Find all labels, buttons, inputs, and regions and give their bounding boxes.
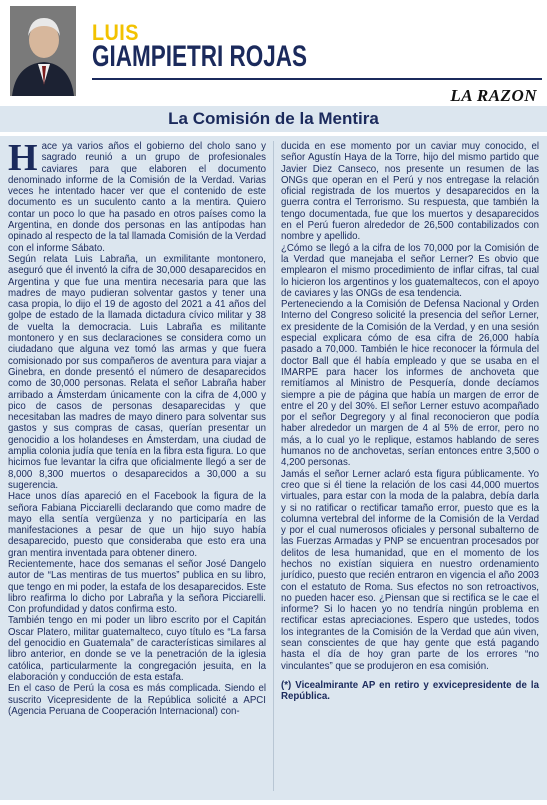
article-paragraph: También tengo en mi poder un libro escrito por el Capitán Oscar Platero, militar guatemalteco, cuyo título es “La farsa del genocidio en Guatemala” de características similares al libro anterior, en donde se ve la penetración de la iglesia católica, particularmente la congregación jesuita, en la elaboración y conducción de esta estafa. bbox=[8, 615, 266, 683]
article-paragraph bbox=[8, 137, 266, 254]
column-header bbox=[0, 0, 547, 104]
author-photo bbox=[10, 6, 76, 96]
author-last-name: GIAMPIETRI ROJAS bbox=[92, 40, 308, 73]
article-paragraph: Jamás el señor Lerner aclaró esta figura públicamente. Yo creo que si él tiene la relación de los casi 44,000 muertos virtuales, para estar con la moda de la palabra, debía darla y si no ratificar o rectificar tamaño error, puesto que es la columna vertebral del informe de la Comisión de la Verdad y por el cual numerosos oficiales y personal subalterno de las Fuerzas Armadas y PNP se encuentran procesados por delitos de lesa humanidad, que en el momento de los hechos no existían siquiera en nuestro ordenamiento jurídico, puesto que recién entraron en vigencia el año 2003 con el estatuto de Roma. Sus efectos no son retroactivos, no pueden hacer eso. ¿Piensan que si rectifica se le cae el informe? Si lo hacen yo no tendría ningún problema en rectificar estas apreciaciones. Espero que ustedes, todos los integrantes de la Comisión de la Verdad que aún viven, sean conscientes de que hay gente que está pagando hasta el día de hoy gran parte de los errores “no vinculantes” que se produjeron en esa comisión. bbox=[281, 468, 539, 672]
column-divider bbox=[273, 141, 274, 791]
author-footnote: (*) Vicealmirante AP en retiro y exvicepresidente de la República. bbox=[281, 679, 539, 703]
author-first-name: LUIS bbox=[92, 20, 139, 45]
dropcap-letter: H bbox=[8, 137, 38, 179]
article-paragraph: Según relata Luis Labraña, un exmilitante montonero, aseguró que él inventó la cifra de 30,000 desaparecidos en Argentina y que fue una mentira necesaria para que las madres de mayo pudieran solventar gastos y tener una casa propia, lo dijo el 19 de agosto del 2021 a 41 años del golpe de estado de la llamada dictadura cívico militar y 38 de vuelta la democracia. Luis Labraña es militante montonero y en sus declaraciones se considera como un ciudadano que alguna vez tomó las armas y que fuera comisionado por sus compañeros de aventura para viajar a Ginebra, en donde presentó el número de desaparecidos como de 30,000 personas. Relata el señor Labraña haber arribado a Ámsterdam únicamente con la cifra de 4,000 y pico de casos de personas desaparecidas y que necesitaban las madres de mayo dinero para solventar sus gastos y sus compras de casas, querían presentar un genocidio a los holandeses en Ámsterdam, una ciudad de amplia colonia judía que tenía en la fibra esta figura. Lo que hicimos fue levantar la cifra que oficialmente llegó a ser de 8,000 8,300 muertos o desaparecidos a 30,000 a su sugerencia. bbox=[8, 253, 266, 491]
article-paragraph: ducida en ese momento por un caviar muy conocido, el señor Agustín Haya de la Torre, hijo del mismo partido que Javier Diez Canseco, nos presente un resumen de las ONGs que operan en el Perú y nos entregase la relación oficial registrada de los muertos y desaparecidos en la guerra contra el Terrorismo. Su respuesta, que también la tengo documentada, fue que los muertos y desaparecidos en el Perú fueron alrededor de 26,500 contabilizados con nombre y apellido. bbox=[281, 141, 539, 243]
header-divider bbox=[92, 78, 542, 80]
article-paragraph: ¿Cómo se llegó a la cifra de los 70,000 por la Comisión de la Verdad que manejaba el señor Lerner? Es obvio que emplearon el mismo procedimiento de inflar cifras, tal cual lo hicieron los argentinos y los guatemaltecos, con el apoyo de caviares y las ONGs de esa tendencia. bbox=[281, 242, 539, 299]
paragraph-text: ace ya varios años el gobierno del cholo sano y sagrado reunió a un grupo de profesionales caviares para que elaboren el documento denominado informe de la Comisión de la Verdad. Varias veces he intentado hacer ver que el contenido de este documento es un suculento canto a la mentira. Quiero contar un poco lo que ha pasado en otros países como la Argentina, en donde dos personas en las antípodas han opinado al respecto de la tal llamada Comisión de la Verdad con el informe Sábato. bbox=[8, 141, 266, 254]
article-column-left bbox=[8, 137, 266, 717]
article-paragraph: Recientemente, hace dos semanas el señor José Dangelo autor de “Las mentiras de tus muertos” publica en su libro, que tengo en mi poder, la estafa de los desaparecidos. Este libro reafirma lo dicho por Labraña y la señora Picciarelli. Con profundidad y datos confirma esto. bbox=[8, 558, 266, 616]
newspaper-brand: LA RAZON bbox=[450, 86, 537, 105]
article-paragraph: Perteneciendo a la Comisión de Defensa Nacional y Orden Interno del Congreso solicité la presencia del señor Lerner, ex presidente de la Comisión de la Verdad, y en una sesión especial explicara cómo de esa cifra de 26,000 había pasado a 70,000. También le hice reconocer la fórmula del doctor Ball que él había empleado y que se usaba en el IMARPE para hacer los informes de anchoveta que remitíamos al Ministro de Pesquería, donde decíamos siempre a pie de página que había un margen de error de entre el 20 y del 30%. El señor Lerner estuvo acompañado por el señor Degregory y al final reconocieron que podía haber alrededor un margen de 4 al 5% de error, pero no más, a lo cual yo le replique, estamos hablando de seres humanos no de anchovetas, serían entonces entre 3,500 o 4,200 personas. bbox=[281, 299, 539, 469]
article-title: La Comisión de la Mentira bbox=[168, 109, 379, 128]
article-column-right bbox=[281, 141, 539, 703]
article-paragraph: En el caso de Perú la cosa es más complicada. Siendo el suscrito Vicepresidente de la República solicité a APCI (Agencia Peruana de Cooperación Internacional) con- bbox=[8, 683, 266, 717]
author-portrait-icon bbox=[10, 6, 76, 96]
article-paragraph: Hace unos días apareció en el Facebook la figura de la señora Fabiana Picciarelli declarando que como madre de mayo ella sentía vergüenza y no participaría en las manifestaciones a pesar de que un hijo suyo había desaparecido, puesto que consideraba que esto era una gran mentira inventada para obtener dinero. bbox=[8, 491, 266, 559]
